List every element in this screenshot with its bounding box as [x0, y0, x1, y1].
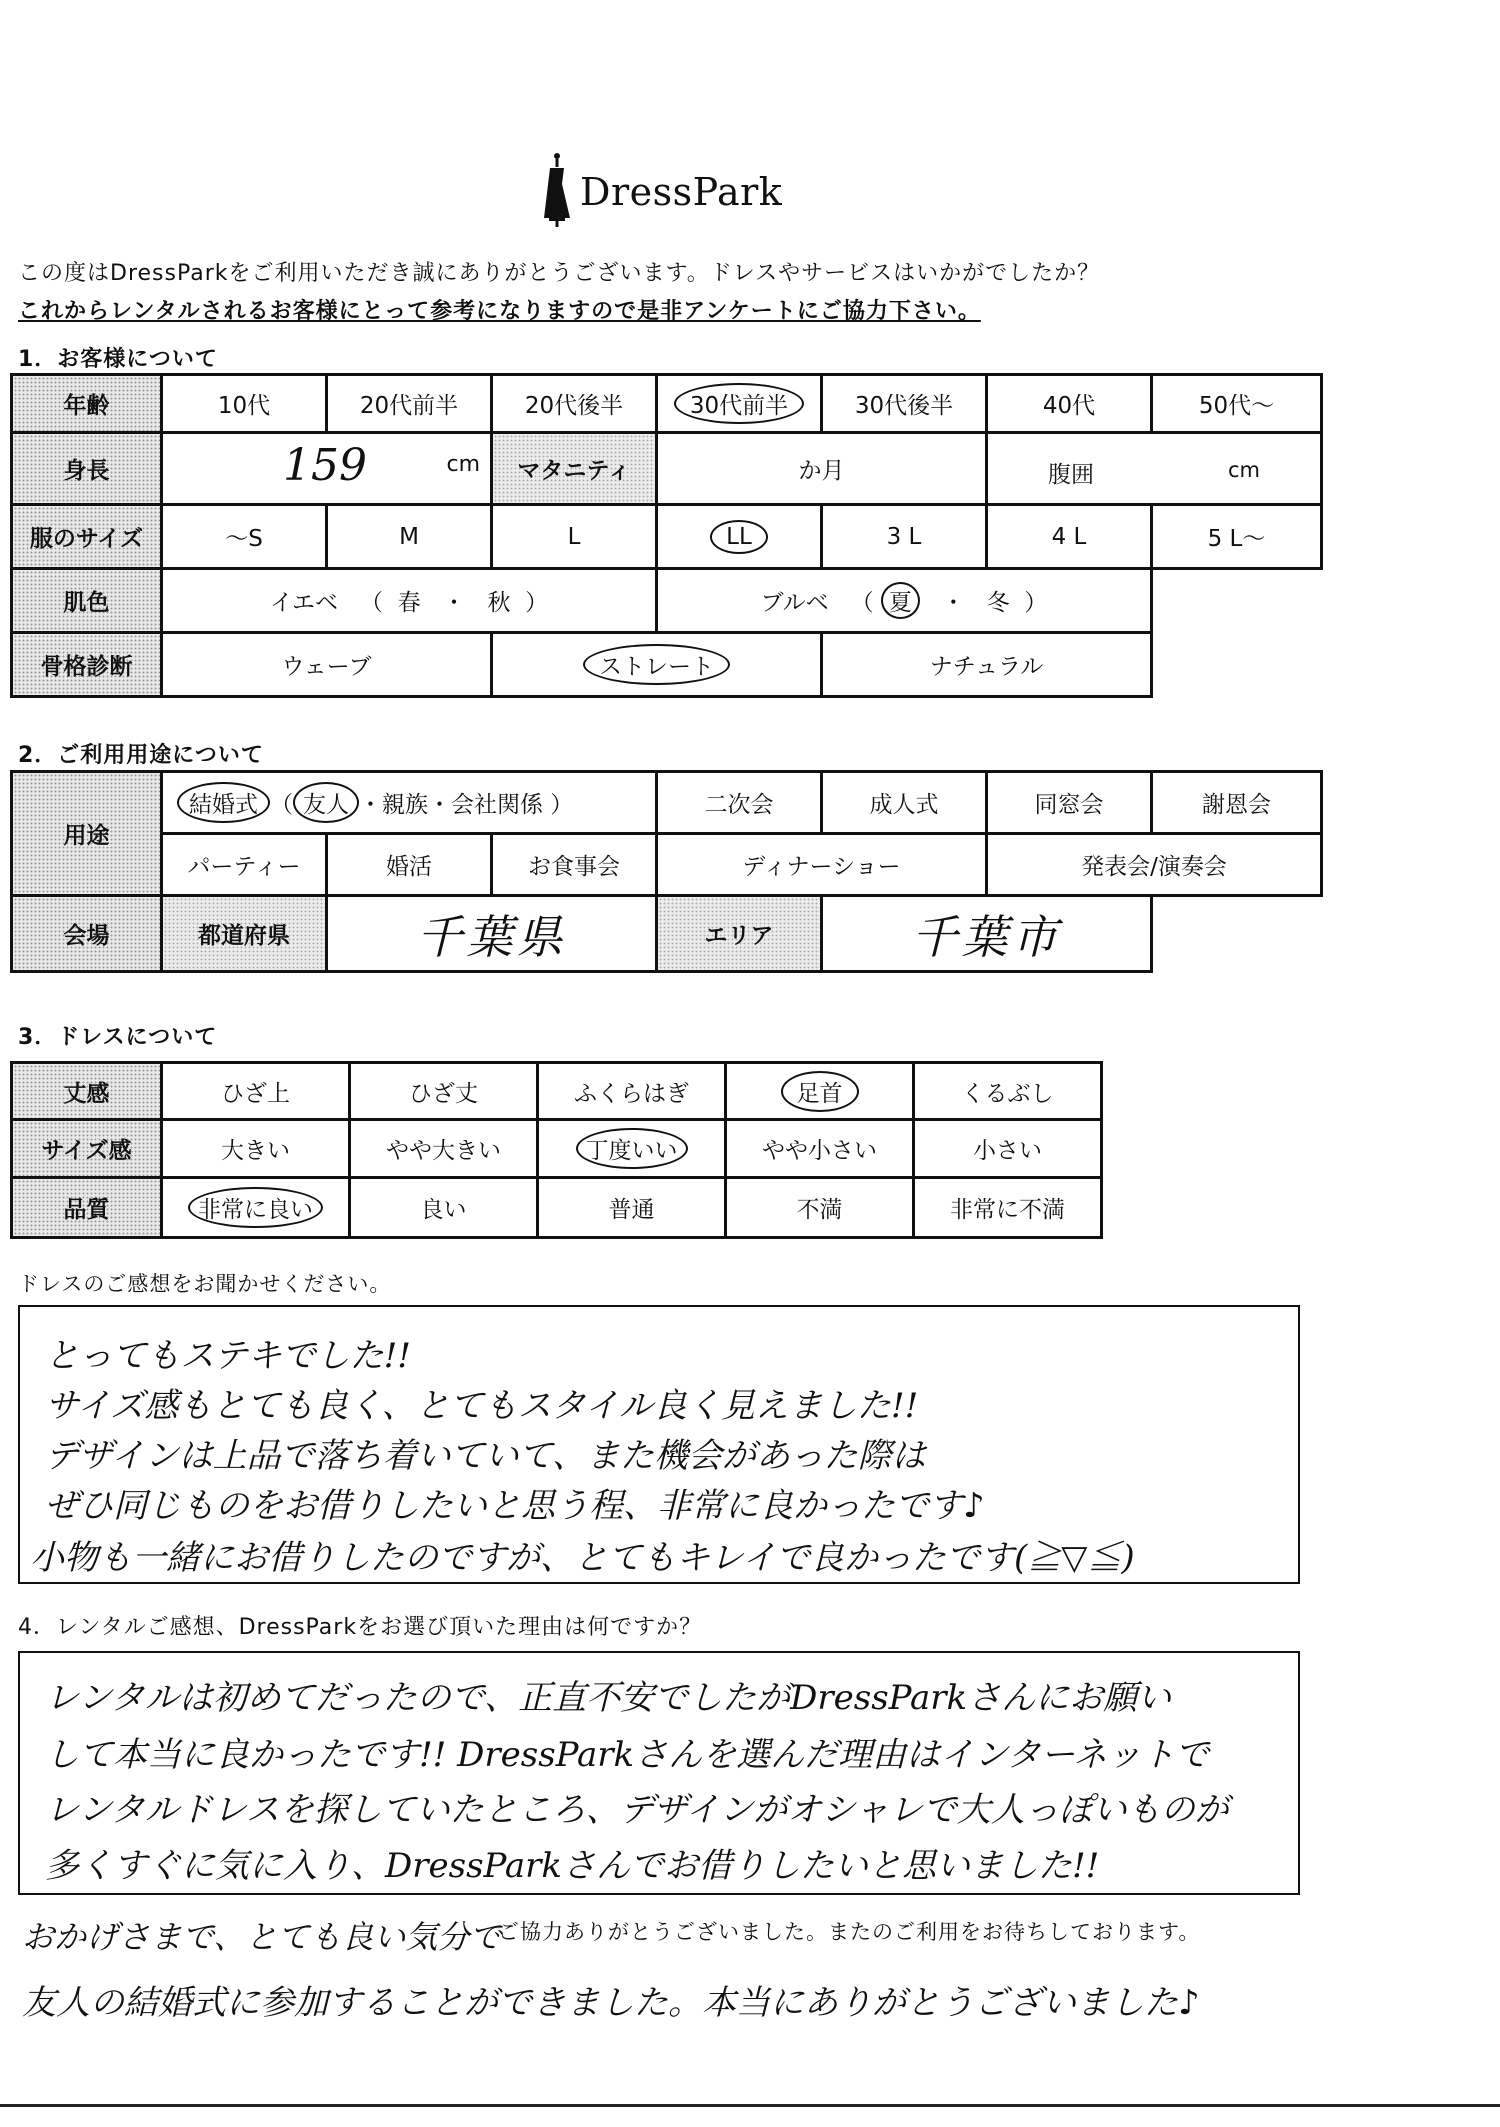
dress-feedback-line-1: とってもステキでした!!: [45, 1336, 411, 1376]
selected-circle: 30代前半: [674, 383, 804, 424]
frame-option-wave[interactable]: ウェーブ: [162, 633, 492, 697]
dress-feedback-line-2: サイズ感もとても良く、とてもスタイル良く見えました!!: [45, 1386, 919, 1426]
maternity-label: マタニティ: [492, 433, 657, 505]
yellow-base-label: イエベ: [269, 590, 339, 616]
dresspark-logo: [540, 150, 783, 230]
length-option-ankle[interactable]: [726, 1063, 914, 1120]
dress-icon: [540, 150, 574, 230]
size-option-m[interactable]: M: [327, 505, 492, 569]
size-option-4l[interactable]: 4 L: [987, 505, 1152, 569]
fit-option-slightly-large[interactable]: やや大きい: [350, 1120, 538, 1178]
dress-feedback-prompt: ドレスのご感想をお聞かせください。: [18, 1272, 392, 1296]
area-field[interactable]: [822, 896, 1152, 972]
blue-paren-close: ）: [1024, 590, 1048, 616]
fit-label: サイズ感: [12, 1120, 162, 1178]
friend-selected: 友人: [293, 782, 359, 823]
age-label: 年齢: [12, 375, 162, 433]
purpose-label: 用途: [12, 772, 162, 896]
age-option-40s[interactable]: 40代: [987, 375, 1152, 433]
section-1-title: 1．お客様について: [18, 347, 218, 372]
length-option-above-knee[interactable]: ひざ上: [162, 1063, 350, 1120]
age-option-late-20s[interactable]: 20代後半: [492, 375, 657, 433]
prefecture-field[interactable]: [327, 896, 657, 972]
rental-feedback-prompt: 4．レンタルご感想、DressParkをお選び頂いた理由は何ですか？: [18, 1615, 703, 1640]
dress-feedback-line-4: ぜひ同じものをお借りしたいと思う程、非常に良かったです♪: [45, 1486, 985, 1526]
length-option-below-ankle[interactable]: くるぶし: [914, 1063, 1102, 1120]
age-option-early-30s[interactable]: [657, 375, 822, 433]
frame-row: [12, 633, 1322, 697]
frame-label: 骨格診断: [12, 633, 162, 697]
rental-feedback-line-4: 多くすぐに気に入り、DressParkさんでお借りしたいと思いました!!: [45, 1846, 1100, 1886]
blue-paren-open: （: [850, 590, 874, 616]
recital-option[interactable]: 発表会/演奏会: [987, 834, 1322, 896]
purpose-table: [10, 770, 1323, 973]
wedding-rest: ・親族・会社関係 ）: [359, 792, 574, 818]
afterparty-option[interactable]: 二次会: [657, 772, 822, 834]
venue-row: [12, 896, 1322, 972]
length-label: 丈感: [12, 1063, 162, 1120]
intro-line-1: この度はDressParkをご利用いただき誠にありがとうございます。ドレスやサービスはいかがでしたか？: [18, 261, 1101, 286]
height-unit: cm: [446, 452, 480, 477]
bottom-divider: [0, 2104, 1500, 2107]
quality-option-very-dissatisfied[interactable]: 非常に不満: [914, 1178, 1102, 1238]
dot-separator: ・: [442, 590, 466, 616]
reunion-option[interactable]: 同窓会: [987, 772, 1152, 834]
autumn-option[interactable]: 秋: [487, 590, 511, 616]
dress-feedback-line-3: デザインは上品で落ち着いていて、また機会があった際は: [45, 1436, 926, 1476]
size-label: 服のサイズ: [12, 505, 162, 569]
height-value: 159: [283, 440, 367, 491]
fit-option-large[interactable]: 大きい: [162, 1120, 350, 1178]
frame-option-natural[interactable]: ナチュラル: [822, 633, 1152, 697]
logo-wordmark: DressPark: [580, 170, 783, 214]
dot-separator: ・: [941, 590, 965, 616]
yellow-paren-open: （: [359, 590, 383, 616]
purpose-row-1: [12, 772, 1322, 834]
skin-label: 肌色: [12, 569, 162, 633]
age-option-early-20s[interactable]: 20代前半: [327, 375, 492, 433]
blue-base-label: ブルベ: [760, 590, 829, 616]
length-option-knee[interactable]: ひざ丈: [350, 1063, 538, 1120]
wedding-paren-open: （: [270, 792, 293, 818]
height-field[interactable]: [162, 433, 492, 505]
age-option-late-30s[interactable]: 30代後半: [822, 375, 987, 433]
quality-option-excellent[interactable]: [162, 1178, 350, 1238]
size-option-l[interactable]: L: [492, 505, 657, 569]
section-2-title: 2．ご利用用途について: [18, 743, 264, 768]
skin-yellow-option[interactable]: [162, 569, 657, 633]
fit-option-just-right[interactable]: [538, 1120, 726, 1178]
skin-blue-option[interactable]: [657, 569, 1152, 633]
yellow-paren-close: ）: [525, 590, 549, 616]
selected-circle: 非常に良い: [188, 1187, 323, 1228]
thank-you-footer: ご協力ありがとうございました。またのご利用をお待ちしております。: [498, 1920, 1201, 1944]
waist-field[interactable]: [987, 433, 1322, 505]
size-option-ll[interactable]: [657, 505, 822, 569]
konkatsu-option[interactable]: 婚活: [327, 834, 492, 896]
fit-option-small[interactable]: 小さい: [914, 1120, 1102, 1178]
prefecture-label: 都道府県: [162, 896, 327, 972]
rental-feedback-line-1: レンタルは初めてだったので、正直不安でしたがDressParkさんにお願い: [45, 1678, 1172, 1718]
section-3-title: 3．ドレスについて: [18, 1025, 218, 1050]
coming-of-age-option[interactable]: 成人式: [822, 772, 987, 834]
wedding-selected: 結婚式: [177, 782, 270, 823]
summer-option-selected[interactable]: 夏: [881, 582, 920, 619]
size-option-5l[interactable]: 5 L～: [1152, 505, 1322, 569]
winter-option[interactable]: 冬: [986, 590, 1010, 616]
area-value: 千葉市: [911, 909, 1062, 964]
selected-circle: LL: [710, 520, 768, 554]
age-option-10s[interactable]: 10代: [162, 375, 327, 433]
rental-feedback-overflow-line-1: おかげさまで、とても良い気分で: [22, 1918, 502, 1956]
fit-option-slightly-small[interactable]: やや小さい: [726, 1120, 914, 1178]
quality-row: [12, 1178, 1102, 1238]
dress-feedback-line-5: 小物も一緒にお借りしたのですが、とてもキレイで良かったです(≧▽≦): [30, 1538, 1135, 1578]
waist-unit: cm: [1227, 458, 1260, 482]
skin-row: [12, 569, 1322, 633]
length-option-calf[interactable]: ふくらはぎ: [538, 1063, 726, 1120]
quality-option-dissatisfied[interactable]: 不満: [726, 1178, 914, 1238]
customer-table: [10, 373, 1323, 698]
quality-label: 品質: [12, 1178, 162, 1238]
spring-option[interactable]: 春: [397, 590, 421, 616]
dinner-option[interactable]: お食事会: [492, 834, 657, 896]
selected-circle: 丁度いい: [576, 1128, 688, 1169]
thanks-party-option[interactable]: 謝恩会: [1152, 772, 1322, 834]
party-option[interactable]: パーティー: [162, 834, 327, 896]
dinner-show-option[interactable]: ディナーショー: [657, 834, 987, 896]
dress-table: [10, 1061, 1103, 1239]
size-option-3l[interactable]: 3 L: [822, 505, 987, 569]
length-row: [12, 1063, 1102, 1120]
size-row: [12, 505, 1322, 569]
selected-circle: ストレート: [583, 644, 730, 685]
height-label: 身長: [12, 433, 162, 505]
maternity-month-field[interactable]: [657, 433, 987, 505]
prefecture-value: 千葉県: [416, 909, 567, 964]
height-row: [12, 433, 1322, 505]
waist-label: 腹囲: [1048, 462, 1094, 488]
rental-feedback-overflow-line-2: 友人の結婚式に参加することができました。本当にありがとうございました♪: [22, 1983, 1200, 2023]
venue-label: 会場: [12, 896, 162, 972]
age-option-50s[interactable]: 50代～: [1152, 375, 1322, 433]
month-unit: か月: [798, 458, 845, 484]
wedding-option[interactable]: [162, 772, 657, 834]
area-label: エリア: [657, 896, 822, 972]
frame-option-straight[interactable]: [492, 633, 822, 697]
age-row: [12, 375, 1322, 433]
intro-line-2: これからレンタルされるお客様にとって参考になりますので是非アンケートにご協力下さい。: [18, 299, 981, 324]
purpose-row-2: [12, 834, 1322, 896]
selected-circle: 足首: [781, 1071, 859, 1112]
quality-option-average[interactable]: 普通: [538, 1178, 726, 1238]
rental-feedback-line-3: レンタルドレスを探していたところ、デザインがオシャレで大人っぽいものが: [45, 1790, 1229, 1830]
fit-row: [12, 1120, 1102, 1178]
size-option-s[interactable]: ～S: [162, 505, 327, 569]
rental-feedback-line-2: して本当に良かったです!! DressParkさんを選んだ理由はインターネットで: [45, 1735, 1210, 1775]
quality-option-good[interactable]: 良い: [350, 1178, 538, 1238]
